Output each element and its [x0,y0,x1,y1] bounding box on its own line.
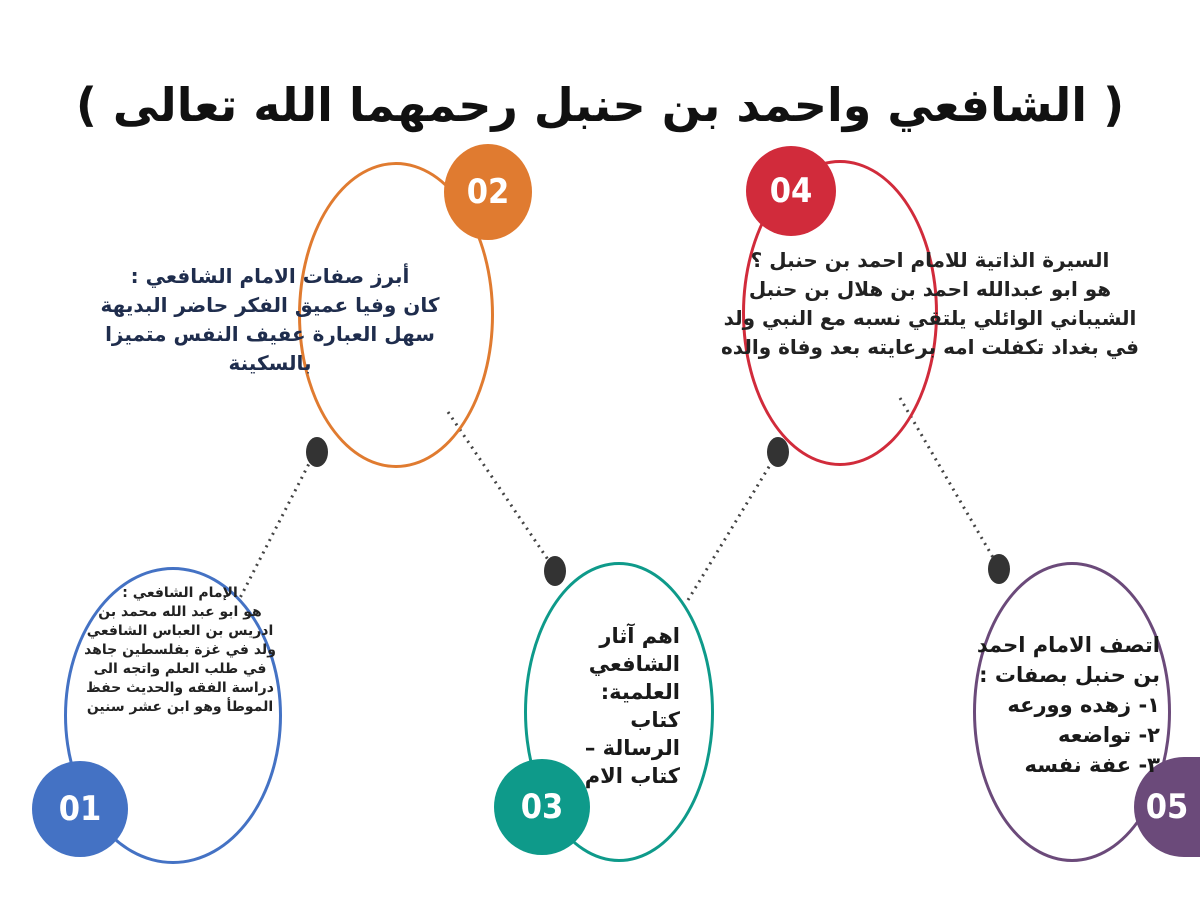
connector-03-04 [688,452,778,600]
node-03-text: اهم آثار الشافعي العلمية: كتاب الرسالة – كتاب الام [584,624,680,788]
connector-04-05 [900,398,998,566]
node-05-text: اتصف الامام احمد بن حنبل بصفات : ١- زهده وورعه ٢- تواضعه ٣- عفة نفسه [976,633,1160,777]
connector-01-02 [240,452,315,598]
node-02-text: أبرز صفات الامام الشافعي : كان وفيا عميق الفكر حاضر البديهة سهل العبارة عفيف النفس متميزا بالسكينة [100,264,440,375]
connector-dot-05 [988,554,1010,584]
badge-04: 04 [746,146,836,236]
page-title: ( الشافعي واحمد بن حنبل رحمهما الله تعالى ) [75,78,1125,132]
badge-02: 02 [444,144,532,240]
badge-03: 03 [494,759,590,855]
node-04-text: السيرة الذاتية للامام احمد بن حنبل ؟ هو ابو عبدالله احمد بن هلال بن حنبل الشيباني الوائلي يلتقي نسبه مع النبي ولد في بغداد تكفلت امه برعايته بعد وفاة والده [720,248,1140,359]
connector-dot-03 [544,556,566,586]
connector-02-03 [448,412,555,570]
connector-dot-02 [306,437,328,467]
node-01-text: الإمام الشافعي : هو ابو عبد الله محمد بن ادريس بن العباس الشافعي ولد في غزة بفلسطين جاهد في طلب العلم واتجه الى دراسة الفقه والحديث حفظ الموطأ وهو ابن عشر سنين [84,585,276,715]
badge-01: 01 [32,761,128,857]
badge-05: 05 [1134,757,1200,857]
connector-dot-04 [767,437,789,467]
